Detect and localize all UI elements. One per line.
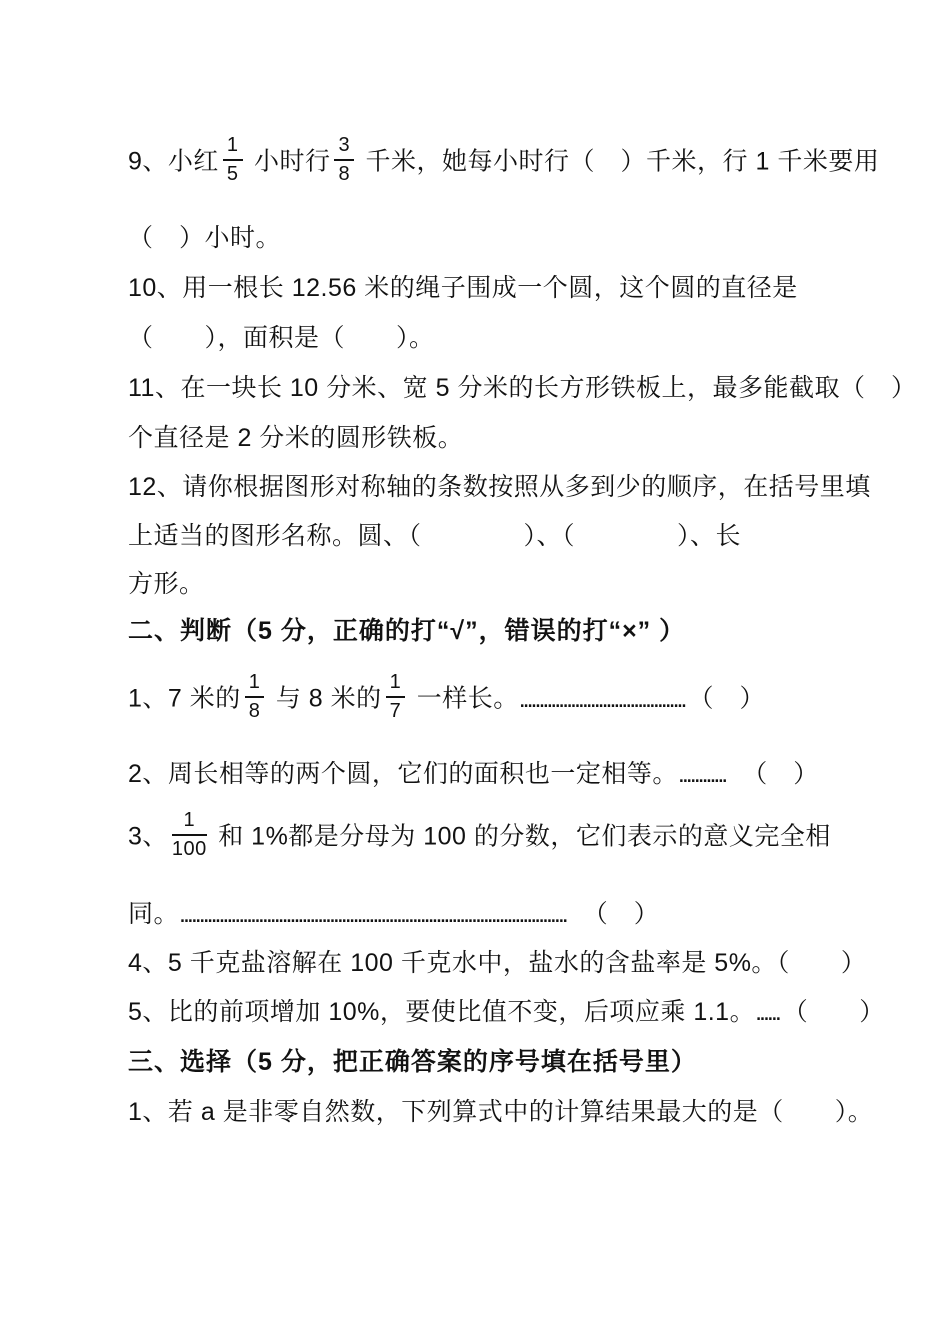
- fraction-one-eighth: [245, 670, 265, 724]
- question-9-text-b: 小时行: [246, 147, 331, 176]
- question-11-text-b: 个直径是 2 分米的圆形铁板。: [128, 424, 464, 452]
- question-9-text-c: 千米，她每小时行（ ）千米，行 1 千米要用: [358, 147, 880, 176]
- question-10-text-b: （ ），面积是（ ）。: [128, 324, 435, 352]
- choice-section-heading: [128, 1042, 834, 1082]
- fraction-one-fifth: [223, 133, 243, 187]
- fraction-denominator: 8: [338, 163, 351, 185]
- judgment-1-text-b: 与 8 米的: [268, 684, 382, 713]
- question-12-text-c: 方形。: [128, 570, 205, 598]
- judgment-1-answer-blank: （ ）: [688, 684, 765, 713]
- question-10-line-2: [128, 318, 834, 358]
- judgment-4: [128, 943, 867, 983]
- choice-1: [128, 1092, 874, 1132]
- judgment-3-text-a: 3、: [128, 822, 168, 851]
- fraction-numerator: 1: [245, 670, 265, 698]
- dotted-leader: ............: [677, 760, 726, 788]
- judgment-5: [128, 992, 885, 1032]
- dotted-leader: ......: [755, 998, 779, 1026]
- judgment-1-text-a: 1、7 米的: [128, 684, 241, 713]
- question-12-line-3: [128, 564, 834, 604]
- judgment-3-text-c: 同。: [128, 900, 180, 928]
- fraction-numerator: 1: [223, 133, 243, 161]
- judgment-2-answer-blank: （ ）: [729, 760, 819, 788]
- question-9-line-2: [128, 218, 834, 258]
- judgment-1-text-c: 一样长。: [409, 684, 519, 713]
- judgment-heading-text: 二、判断（5 分，正确的打“√”，错误的打“×” ）: [128, 617, 686, 645]
- question-12-text-b: 上适当的图形名称。圆、（ ）、（ ）、长: [128, 522, 742, 550]
- fraction-denominator: 100: [171, 838, 207, 860]
- judgment-3-answer-blank: （ ）: [569, 900, 660, 928]
- fraction-one-seventh: [386, 670, 406, 724]
- fraction-denominator: 8: [248, 700, 261, 722]
- question-10-text-a: 10、用一根长 12.56 米的绳子围成一个圆，这个圆的直径是: [128, 274, 798, 302]
- judgment-4-text: 4、5 千克盐溶解在 100 千克水中，盐水的含盐率是 5%。（ ）: [128, 949, 867, 977]
- judgment-5-answer-blank: （ ）: [782, 998, 885, 1026]
- choice-1-text: 1、若 a 是非零自然数，下列算式中的计算结果最大的是（ ）。: [128, 1098, 874, 1126]
- fraction-numerator: 1: [386, 670, 406, 698]
- fraction-numerator: 3: [334, 133, 354, 161]
- question-11-text-a: 11、在一块长 10 分米、宽 5 分米的长方形铁板上，最多能截取（ ）: [128, 374, 917, 402]
- question-9-line-1: [128, 134, 880, 190]
- judgment-3-line-1: [128, 811, 834, 865]
- fraction-denominator: 5: [226, 163, 239, 185]
- question-10-line-1: [128, 268, 834, 308]
- test-paper-content: [128, 134, 917, 1132]
- question-9-text-a: 9、小红: [128, 147, 219, 176]
- fraction-three-eighths: [334, 133, 354, 187]
- fraction-one-hundredth: [172, 808, 207, 862]
- dotted-leader: ..........................................: [518, 684, 685, 713]
- fraction-numerator: 1: [172, 808, 207, 836]
- question-11-line-2: [128, 418, 834, 458]
- judgment-5-text: 5、比的前项增加 10%，要使比值不变，后项应乘 1.1。: [128, 998, 756, 1026]
- question-12-line-2: [128, 516, 834, 556]
- judgment-2: [128, 754, 834, 794]
- judgment-2-text: 2、周长相等的两个圆，它们的面积也一定相等。: [128, 760, 678, 788]
- fraction-denominator: 7: [389, 700, 402, 722]
- question-9-text-d: （ ）小时。: [128, 224, 282, 252]
- question-12-text-a: 12、请你根据图形对称轴的条数按照从多到少的顺序，在括号里填: [128, 473, 871, 501]
- judgment-section-heading: [128, 611, 834, 651]
- question-12-line-1: [128, 467, 871, 507]
- judgment-3-text-b: 和 1%都是分母为 100 的分数，它们表示的意义完全相: [210, 822, 831, 851]
- judgment-1: [128, 673, 834, 727]
- question-11-line-1: [128, 368, 917, 408]
- judgment-3-line-2: [128, 894, 834, 934]
- dotted-leader: ..................................................................................................: [179, 900, 566, 928]
- choice-heading-text: 三、选择（5 分，把正确答案的序号填在括号里）: [128, 1048, 697, 1076]
